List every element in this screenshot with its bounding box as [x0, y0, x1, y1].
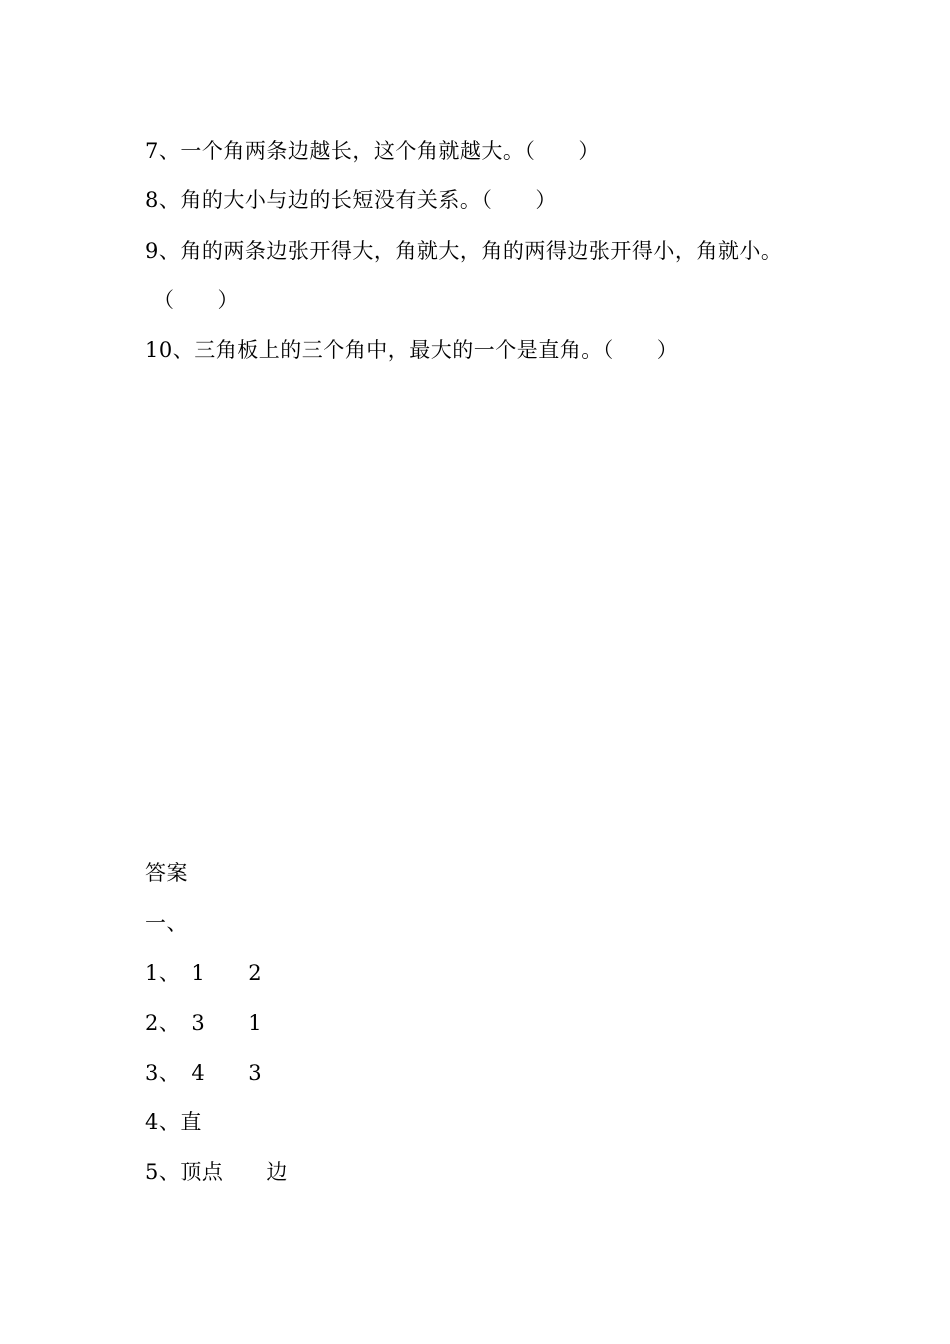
question-10: 10、三角板上的三个角中，最大的一个是直角。（ ） — [145, 338, 679, 362]
answer-1: 1、 1 2 — [145, 961, 263, 985]
question-9-answer-paren: （ ） — [153, 288, 239, 312]
question-7: 7、一个角两条边越长，这个角就越大。（ ） — [145, 139, 600, 163]
answer-3: 3、 4 3 — [145, 1061, 263, 1085]
question-8: 8、角的大小与边的长短没有关系。（ ） — [145, 188, 557, 212]
answers-heading: 答案 — [145, 861, 188, 885]
answer-2: 2、 3 1 — [145, 1011, 263, 1035]
answer-5: 5、顶点 边 — [145, 1160, 288, 1184]
answers-section-one: 一、 — [145, 911, 188, 935]
question-9: 9、角的两条边张开得大，角就大，角的两得边张开得小，角就小。 — [145, 239, 783, 263]
answer-4: 4、直 — [145, 1110, 202, 1134]
